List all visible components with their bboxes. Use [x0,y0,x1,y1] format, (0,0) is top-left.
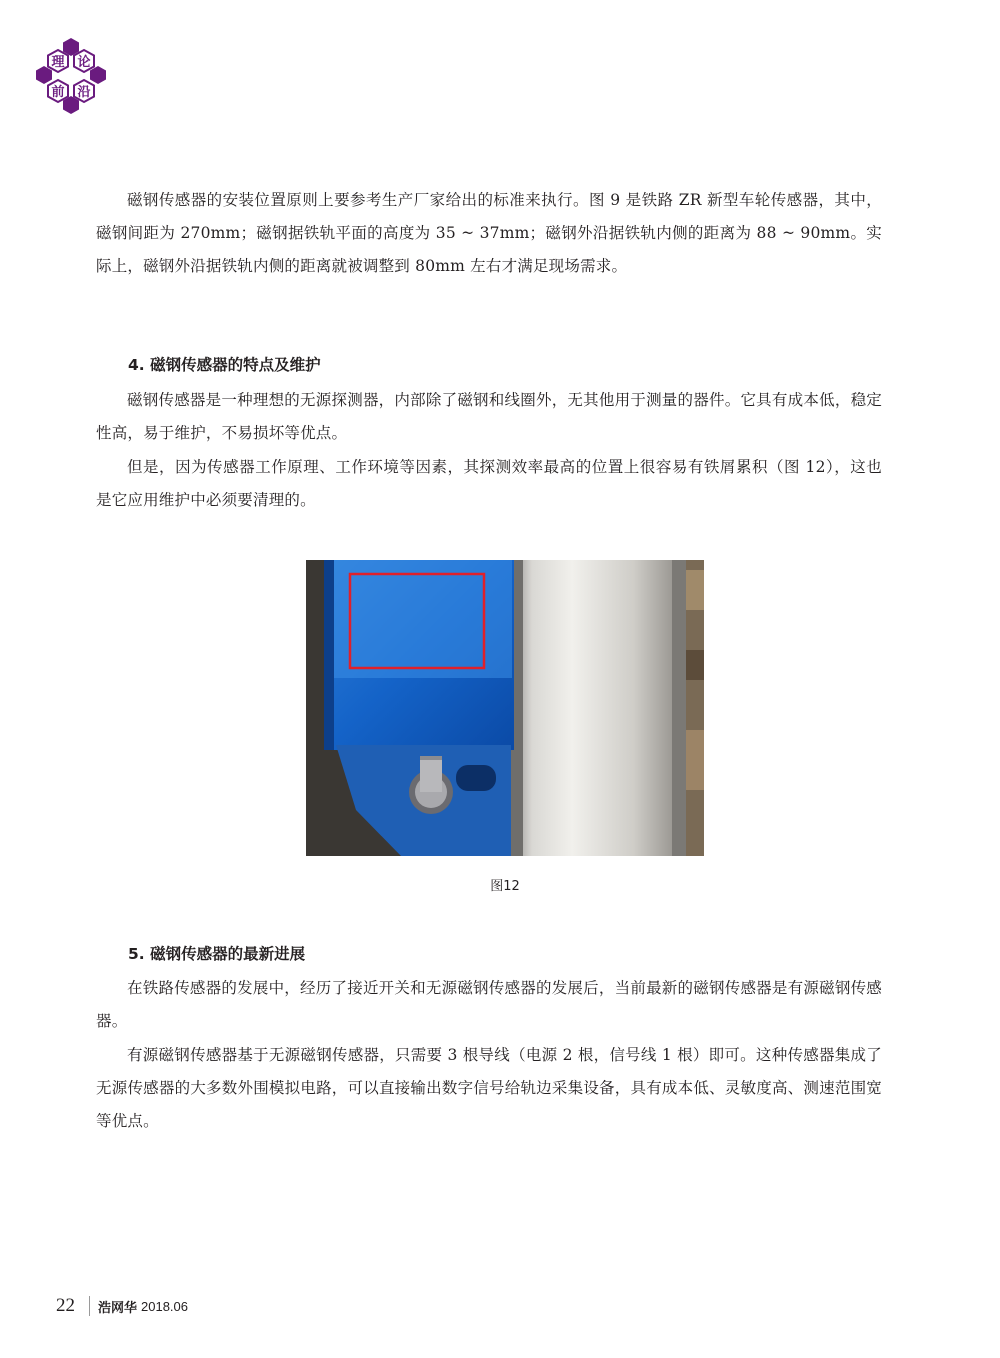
section-5-paragraph-1: 在铁路传感器的发展中，经历了接近开关和无源磁钢传感器的发展后，当前最新的磁钢传感器是有源磁钢传感器。 [96,979,882,1030]
intro-paragraph: 磁钢传感器的安装位置原则上要参考生产厂家给出的标准来执行。图 9 是铁路 ZR 新型车轮传感器，其中，磁钢间距为 270mm；磁钢据铁轨平面的高度为 35 ~ 37mm；磁钢外沿据铁轨内侧的距离为 88 ~ 90mm。实际上，磁钢外沿据铁轨内侧的距离就被调整到 80mm 左右才满足现场需求。 [96,191,882,275]
logo-char: 沿 [77,85,91,100]
section-4-heading: 4. 磁钢传感器的特点及维护 [128,356,321,374]
footer-divider [89,1296,90,1316]
section-4-paragraph-2: 但是，因为传感器工作原理、工作环境等因素，其探测效率最高的位置上很容易有铁屑累积（图 12），这也是它应用维护中必须要清理的。 [96,458,882,509]
page-footer [56,1293,188,1319]
logo-char: 理 [51,55,65,70]
logo-char: 前 [51,85,65,100]
section-4-paragraph-1: 磁钢传感器是一种理想的无源探测器，内部除了磁钢和线圈外，无其他用于测量的器件。它具有成本低，稳定性高，易于维护，不易损坏等优点。 [96,391,882,442]
logo-char: 论 [77,55,91,70]
magazine-name: 浩网华 [98,1300,138,1316]
section-5-heading: 5. 磁钢传感器的最新进展 [128,945,306,963]
issue-date: 2018.06 [141,1298,189,1314]
page-number: 22 [56,1295,75,1316]
figure-caption: 图12 [490,879,520,894]
section-5-paragraph-2: 有源磁钢传感器基于无源磁钢传感器，只需要 3 根导线（电源 2 根，信号线 1 根）即可。这种传感器集成了无源传感器的大多数外围模拟电路，可以直接输出数字信号给轨边采集设备，具有成本低、灵敏度高、测速范围宽等优点。 [96,1046,882,1130]
figure-12-photo [306,560,704,856]
logo [34,36,108,116]
